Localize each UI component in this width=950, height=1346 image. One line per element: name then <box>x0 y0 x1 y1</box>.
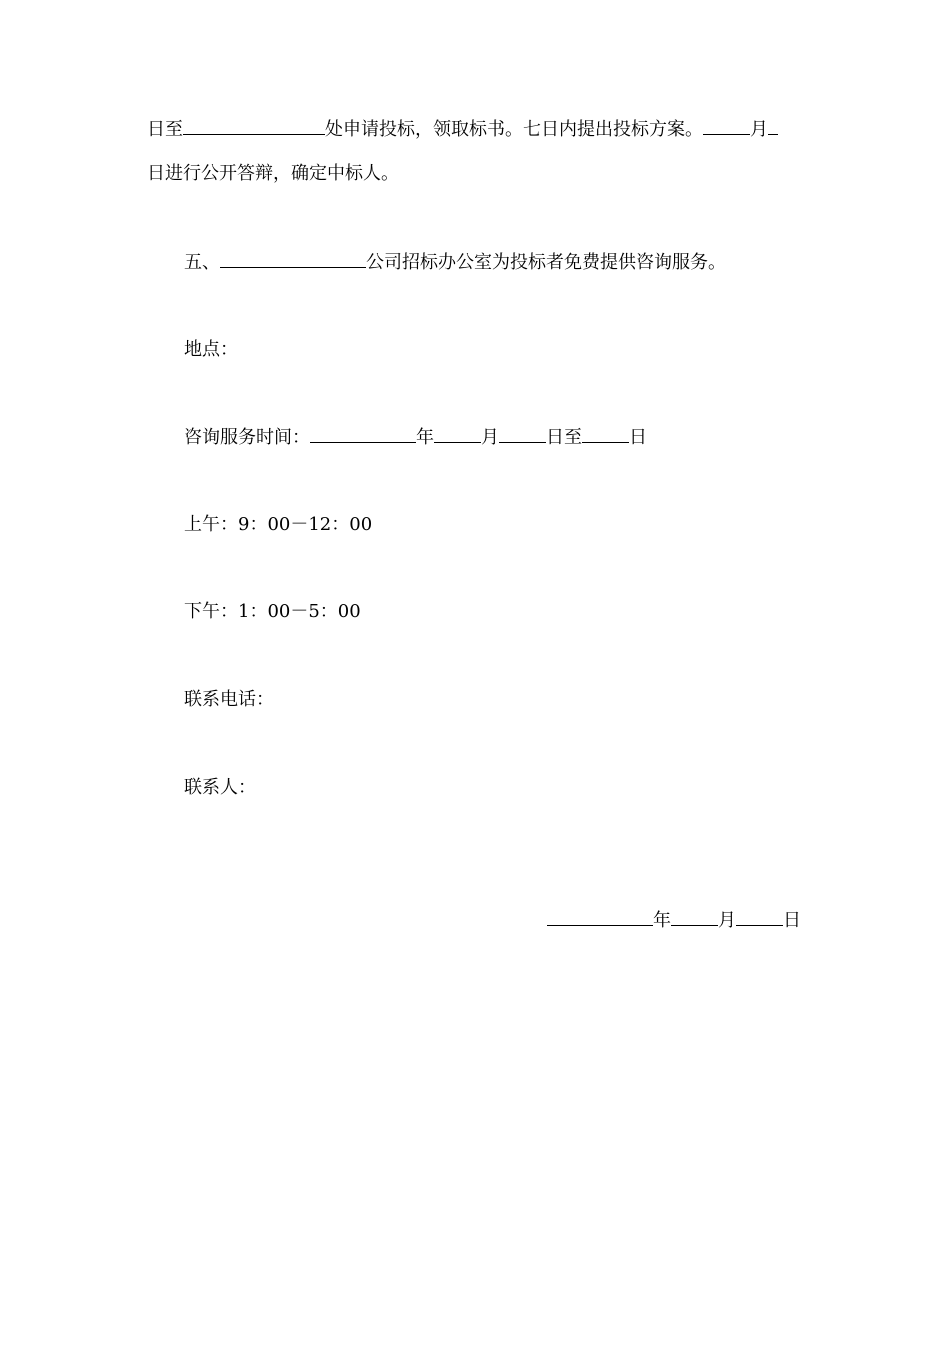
blank-company <box>220 250 366 268</box>
text-item-five: 五、 <box>184 252 220 273</box>
contact-line <box>184 776 256 800</box>
text-location: 地点： <box>184 339 238 360</box>
text-public-defense: 日进行公开答辩，确定中标人。 <box>147 163 399 184</box>
blank-day-trailing <box>768 117 778 135</box>
text-date-to: 日至 <box>147 119 183 140</box>
blank-consult-year <box>310 425 416 443</box>
blank-sign-month <box>671 908 718 926</box>
text-consult-time-label: 咨询服务时间： <box>184 427 310 448</box>
text-month: 月 <box>750 119 768 140</box>
blank-consult-day <box>499 425 546 443</box>
blank-consult-month <box>434 425 481 443</box>
text-day-to: 日至 <box>546 427 582 448</box>
text-year: 年 <box>653 910 671 931</box>
text-day: 日 <box>783 910 801 931</box>
phone-line <box>184 688 274 712</box>
blank-month <box>703 117 750 135</box>
blank-sign-day <box>736 908 783 926</box>
consult-time-line <box>184 425 647 450</box>
text-consulting-office: 公司招标办公室为投标者免费提供咨询服务。 <box>366 252 726 273</box>
morning-hours-line <box>184 513 372 537</box>
blank-sign-year <box>547 908 653 926</box>
blank-location <box>183 117 325 135</box>
text-apply-bid: 处申请投标，领取标书。七日内提出投标方案。 <box>325 119 703 140</box>
text-contact-person: 联系人： <box>184 777 256 798</box>
paragraph-line-1 <box>147 117 778 142</box>
text-phone: 联系电话： <box>184 689 274 710</box>
location-line <box>184 338 238 362</box>
text-month: 月 <box>481 427 499 448</box>
signature-date-line <box>547 908 801 933</box>
afternoon-hours-line <box>184 600 361 624</box>
paragraph-five <box>184 250 726 275</box>
text-month: 月 <box>718 910 736 931</box>
text-afternoon-hours: 下午：1：00－5：00 <box>184 601 361 622</box>
text-day: 日 <box>629 427 647 448</box>
text-year: 年 <box>416 427 434 448</box>
blank-consult-end-day <box>582 425 629 443</box>
text-morning-hours: 上午：9：00－12：00 <box>184 514 373 535</box>
paragraph-line-2 <box>147 162 399 186</box>
